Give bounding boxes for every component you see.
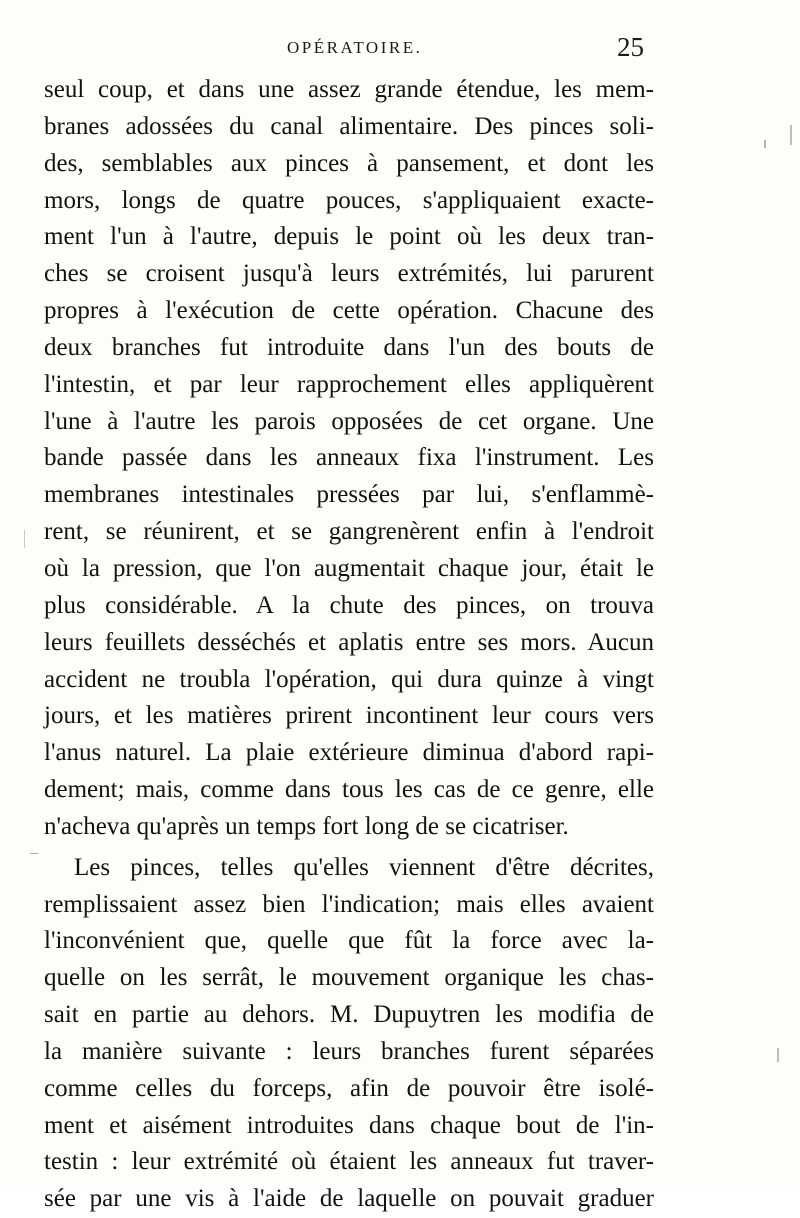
text-line: bande passée dans les anneaux fixa l'instrument. Les [44, 444, 654, 472]
text-line: n'acheva qu'après un temps fort long de se cicatriser. [44, 812, 569, 840]
running-head: OPÉRATOIRE. [287, 38, 423, 57]
text-line: l'une à l'autre les parois opposées de cet organe. Une [44, 407, 654, 435]
text-line: dement; mais, comme dans tous les cas de ce genre, elle [44, 776, 654, 804]
text-line: jours, et les matières prirent incontinent leur cours vers [44, 702, 654, 730]
body-text [44, 72, 654, 1218]
page-number: 25 [617, 32, 644, 62]
text-line: des, semblables aux pinces à pansement, et dont les [44, 149, 654, 177]
text-line: ment et aisément introduites dans chaque bout de l'in- [44, 1111, 654, 1139]
text-line: sait en partie au dehors. M. Dupuytren les modifia de [44, 1001, 654, 1029]
text-line: comme celles du forceps, afin de pouvoir être isolé- [44, 1074, 654, 1102]
text-line: l'inconvénient que, quelle que fût la force avec la- [44, 927, 654, 955]
text-line: l'intestin, et par leur rapprochement elles appliquèrent [44, 370, 654, 398]
scan-speck [764, 140, 766, 148]
text-line: Les pinces, telles qu'elles viennent d'être décrites, [74, 853, 654, 881]
page-header [44, 32, 644, 68]
scan-speck [30, 853, 38, 854]
text-line: propres à l'exécution de cette opération. Chacune des [44, 297, 654, 325]
text-line: ches se croisent jusqu'à leurs extrémités, lui parurent [44, 260, 654, 288]
text-line: la manière suivante : leurs branches furent séparées [44, 1037, 654, 1065]
text-line: ment l'un à l'autre, depuis le point où les deux tran- [44, 223, 654, 251]
paragraph-1 [44, 72, 654, 846]
text-line: où la pression, que l'on augmentait chaque jour, était le [44, 554, 654, 582]
text-line: seul coup, et dans une assez grande étendue, les mem- [44, 76, 654, 103]
text-line: branes adossées du canal alimentaire. Des pinces soli- [44, 112, 654, 140]
text-line: testin : leur extrémité où étaient les anneaux fut traver- [44, 1148, 654, 1176]
text-line: sée par une vis à l'aide de laquelle on pouvait graduer [44, 1185, 654, 1213]
text-line: mors, longs de quatre pouces, s'appliquaient exacte- [44, 186, 654, 214]
scan-speck [24, 530, 25, 548]
text-line: quelle on les serrât, le mouvement organique les chas- [44, 964, 654, 992]
paragraph-2 [44, 850, 654, 1218]
text-line: l'anus naturel. La plaie extérieure diminua d'abord rapi- [44, 739, 654, 767]
text-line: rent, se réunirent, et se gangrenèrent enfin à l'endroit [44, 518, 654, 546]
text-line: leurs feuillets desséchés et aplatis entre ses mors. Aucun [44, 628, 654, 656]
text-line: accident ne troubla l'opération, qui dura quinze à vingt [44, 665, 654, 693]
text-line: remplissaient assez bien l'indication; mais elles avaient [44, 890, 654, 918]
text-line: deux branches fut introduite dans l'un des bouts de [44, 333, 654, 361]
text-line: plus considérable. A la chute des pinces, on trouva [44, 591, 654, 619]
scan-speck [777, 1048, 779, 1062]
text-line: membranes intestinales pressées par lui, s'enflammè- [44, 481, 654, 509]
scan-speck [790, 125, 792, 145]
